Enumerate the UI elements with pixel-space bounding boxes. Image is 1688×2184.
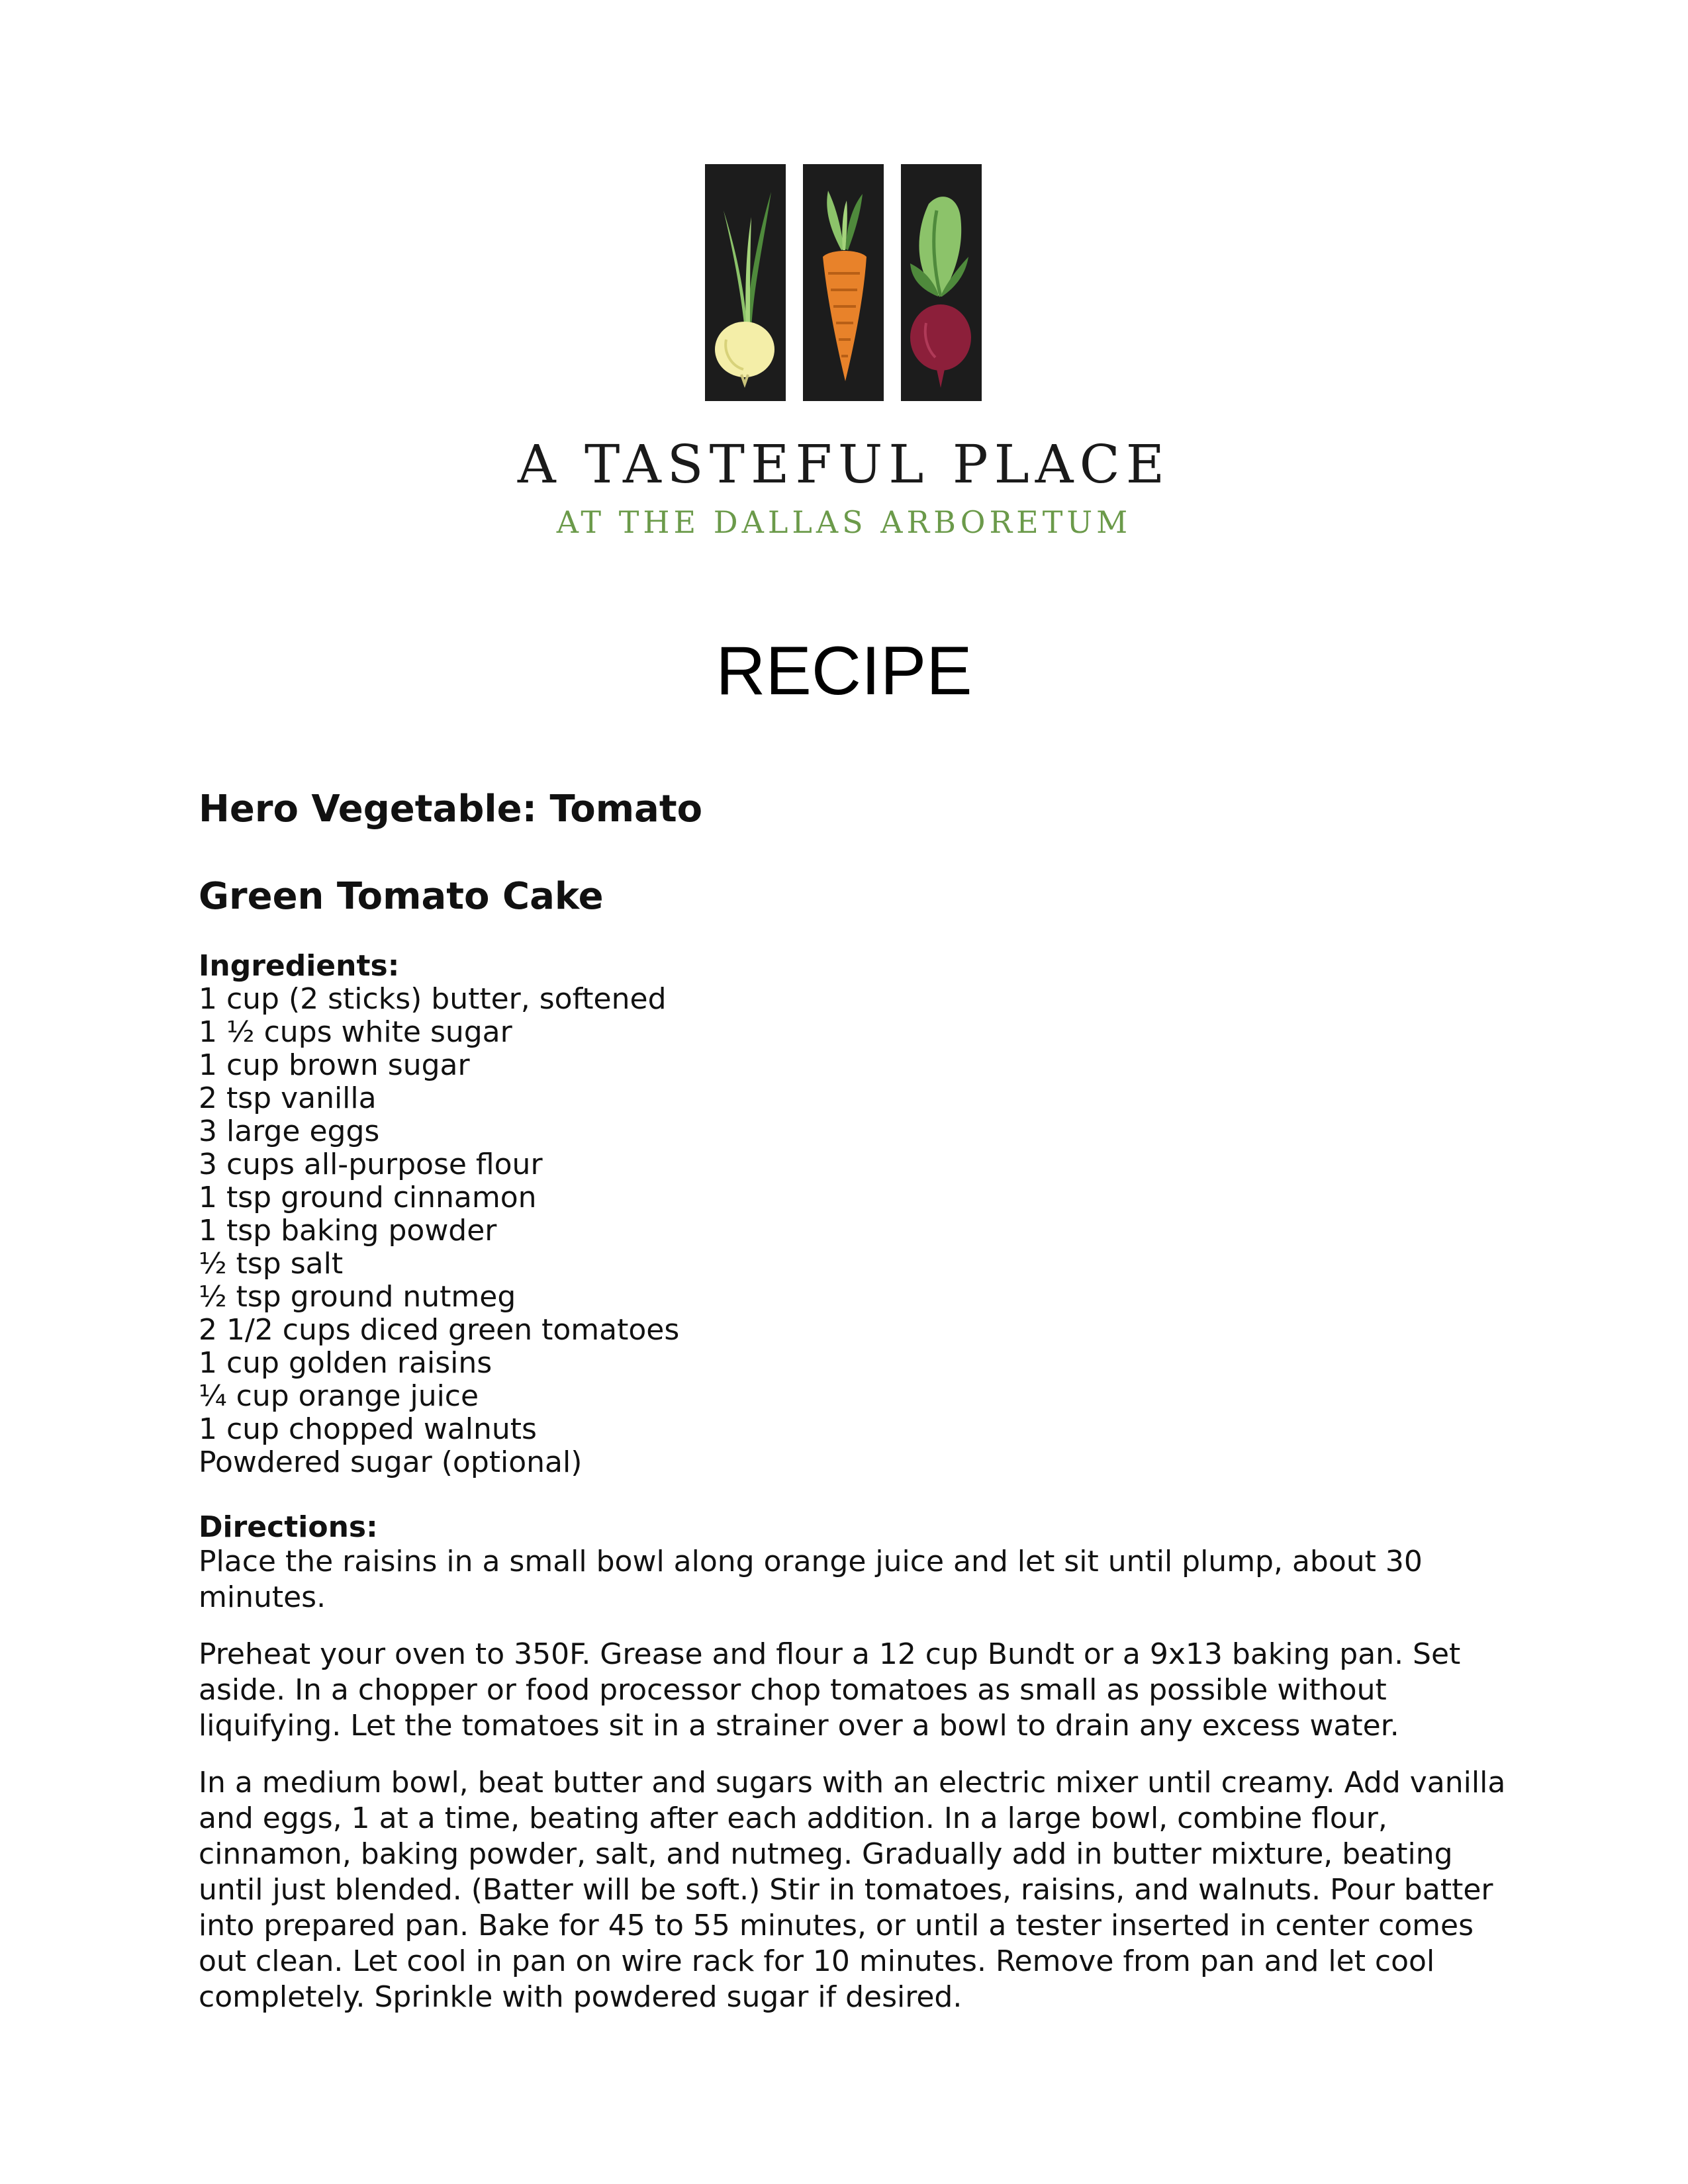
- onion-icon: [705, 164, 786, 401]
- ingredient-item: 2 tsp vanilla: [199, 1081, 377, 1115]
- recipe-content: [199, 788, 1516, 2036]
- ingredient-item: 3 large eggs: [199, 1115, 380, 1148]
- beet-icon: [901, 164, 982, 401]
- ingredients-label: Ingredients:: [199, 949, 400, 983]
- carrot-icon: [803, 164, 884, 401]
- directions-body: [199, 1544, 1516, 2015]
- ingredient-item: 2 1/2 cups diced green tomatoes: [199, 1313, 680, 1347]
- logo: [705, 164, 982, 401]
- direction-paragraph: Preheat your oven to 350F. Grease and flour a 12 cup Bundt or a 9x13 baking pan. Set aside. In a chopper or food processor chop tomatoes as small as possible without liquifying. Let the tomatoes sit in a strainer over a bowl to drain any excess water.: [199, 1637, 1461, 1743]
- ingredient-item: ¼ cup orange juice: [199, 1379, 479, 1413]
- hero-vegetable: Hero Vegetable: Tomato: [199, 788, 703, 831]
- ingredient-item: Powdered sugar (optional): [199, 1445, 583, 1479]
- ingredients-list: [199, 983, 1516, 1479]
- ingredient-item: 1 cup chopped walnuts: [199, 1412, 537, 1446]
- ingredient-item: ½ tsp salt: [199, 1247, 344, 1281]
- brand-title: A TASTEFUL PLACE: [517, 433, 1171, 495]
- ingredient-item: 1 cup brown sugar: [199, 1048, 470, 1082]
- ingredient-item: ½ tsp ground nutmeg: [199, 1280, 516, 1314]
- recipe-name: Green Tomato Cake: [199, 875, 604, 918]
- direction-paragraph: In a medium bowl, beat butter and sugars with an electric mixer until creamy. Add vanilla and eggs, 1 at a time, beating after each addition. In a large bowl, combine flour, cinnamon, baking powder, salt, and nutmeg. Gradually add in butter mixture, beating until just blended. (Batter will be soft.) Stir in tomatoes, raisins, and walnuts. Pour batter into prepared pan. Bake for 45 to 55 minutes, or until a tester inserted in center comes out clean. Let cool in pan on wire rack for 10 minutes. Remove from pan and let cool completely. Sprinkle with powdered sugar if desired.: [199, 1766, 1506, 2014]
- ingredient-item: 1 cup (2 sticks) butter, softened: [199, 982, 667, 1016]
- direction-paragraph: Place the raisins in a small bowl along orange juice and let sit until plump, about 30 minutes.: [199, 1545, 1423, 1614]
- ingredient-item: 1 cup golden raisins: [199, 1346, 492, 1380]
- page-title: RECIPE: [716, 633, 972, 709]
- brand-subtitle: AT THE DALLAS ARBORETUM: [556, 504, 1132, 540]
- ingredient-item: 1 ½ cups white sugar: [199, 1015, 512, 1049]
- ingredient-item: 1 tsp ground cinnamon: [199, 1181, 537, 1214]
- ingredient-item: 3 cups all-purpose flour: [199, 1148, 543, 1181]
- directions-label: Directions:: [199, 1510, 378, 1544]
- ingredient-item: 1 tsp baking powder: [199, 1214, 497, 1248]
